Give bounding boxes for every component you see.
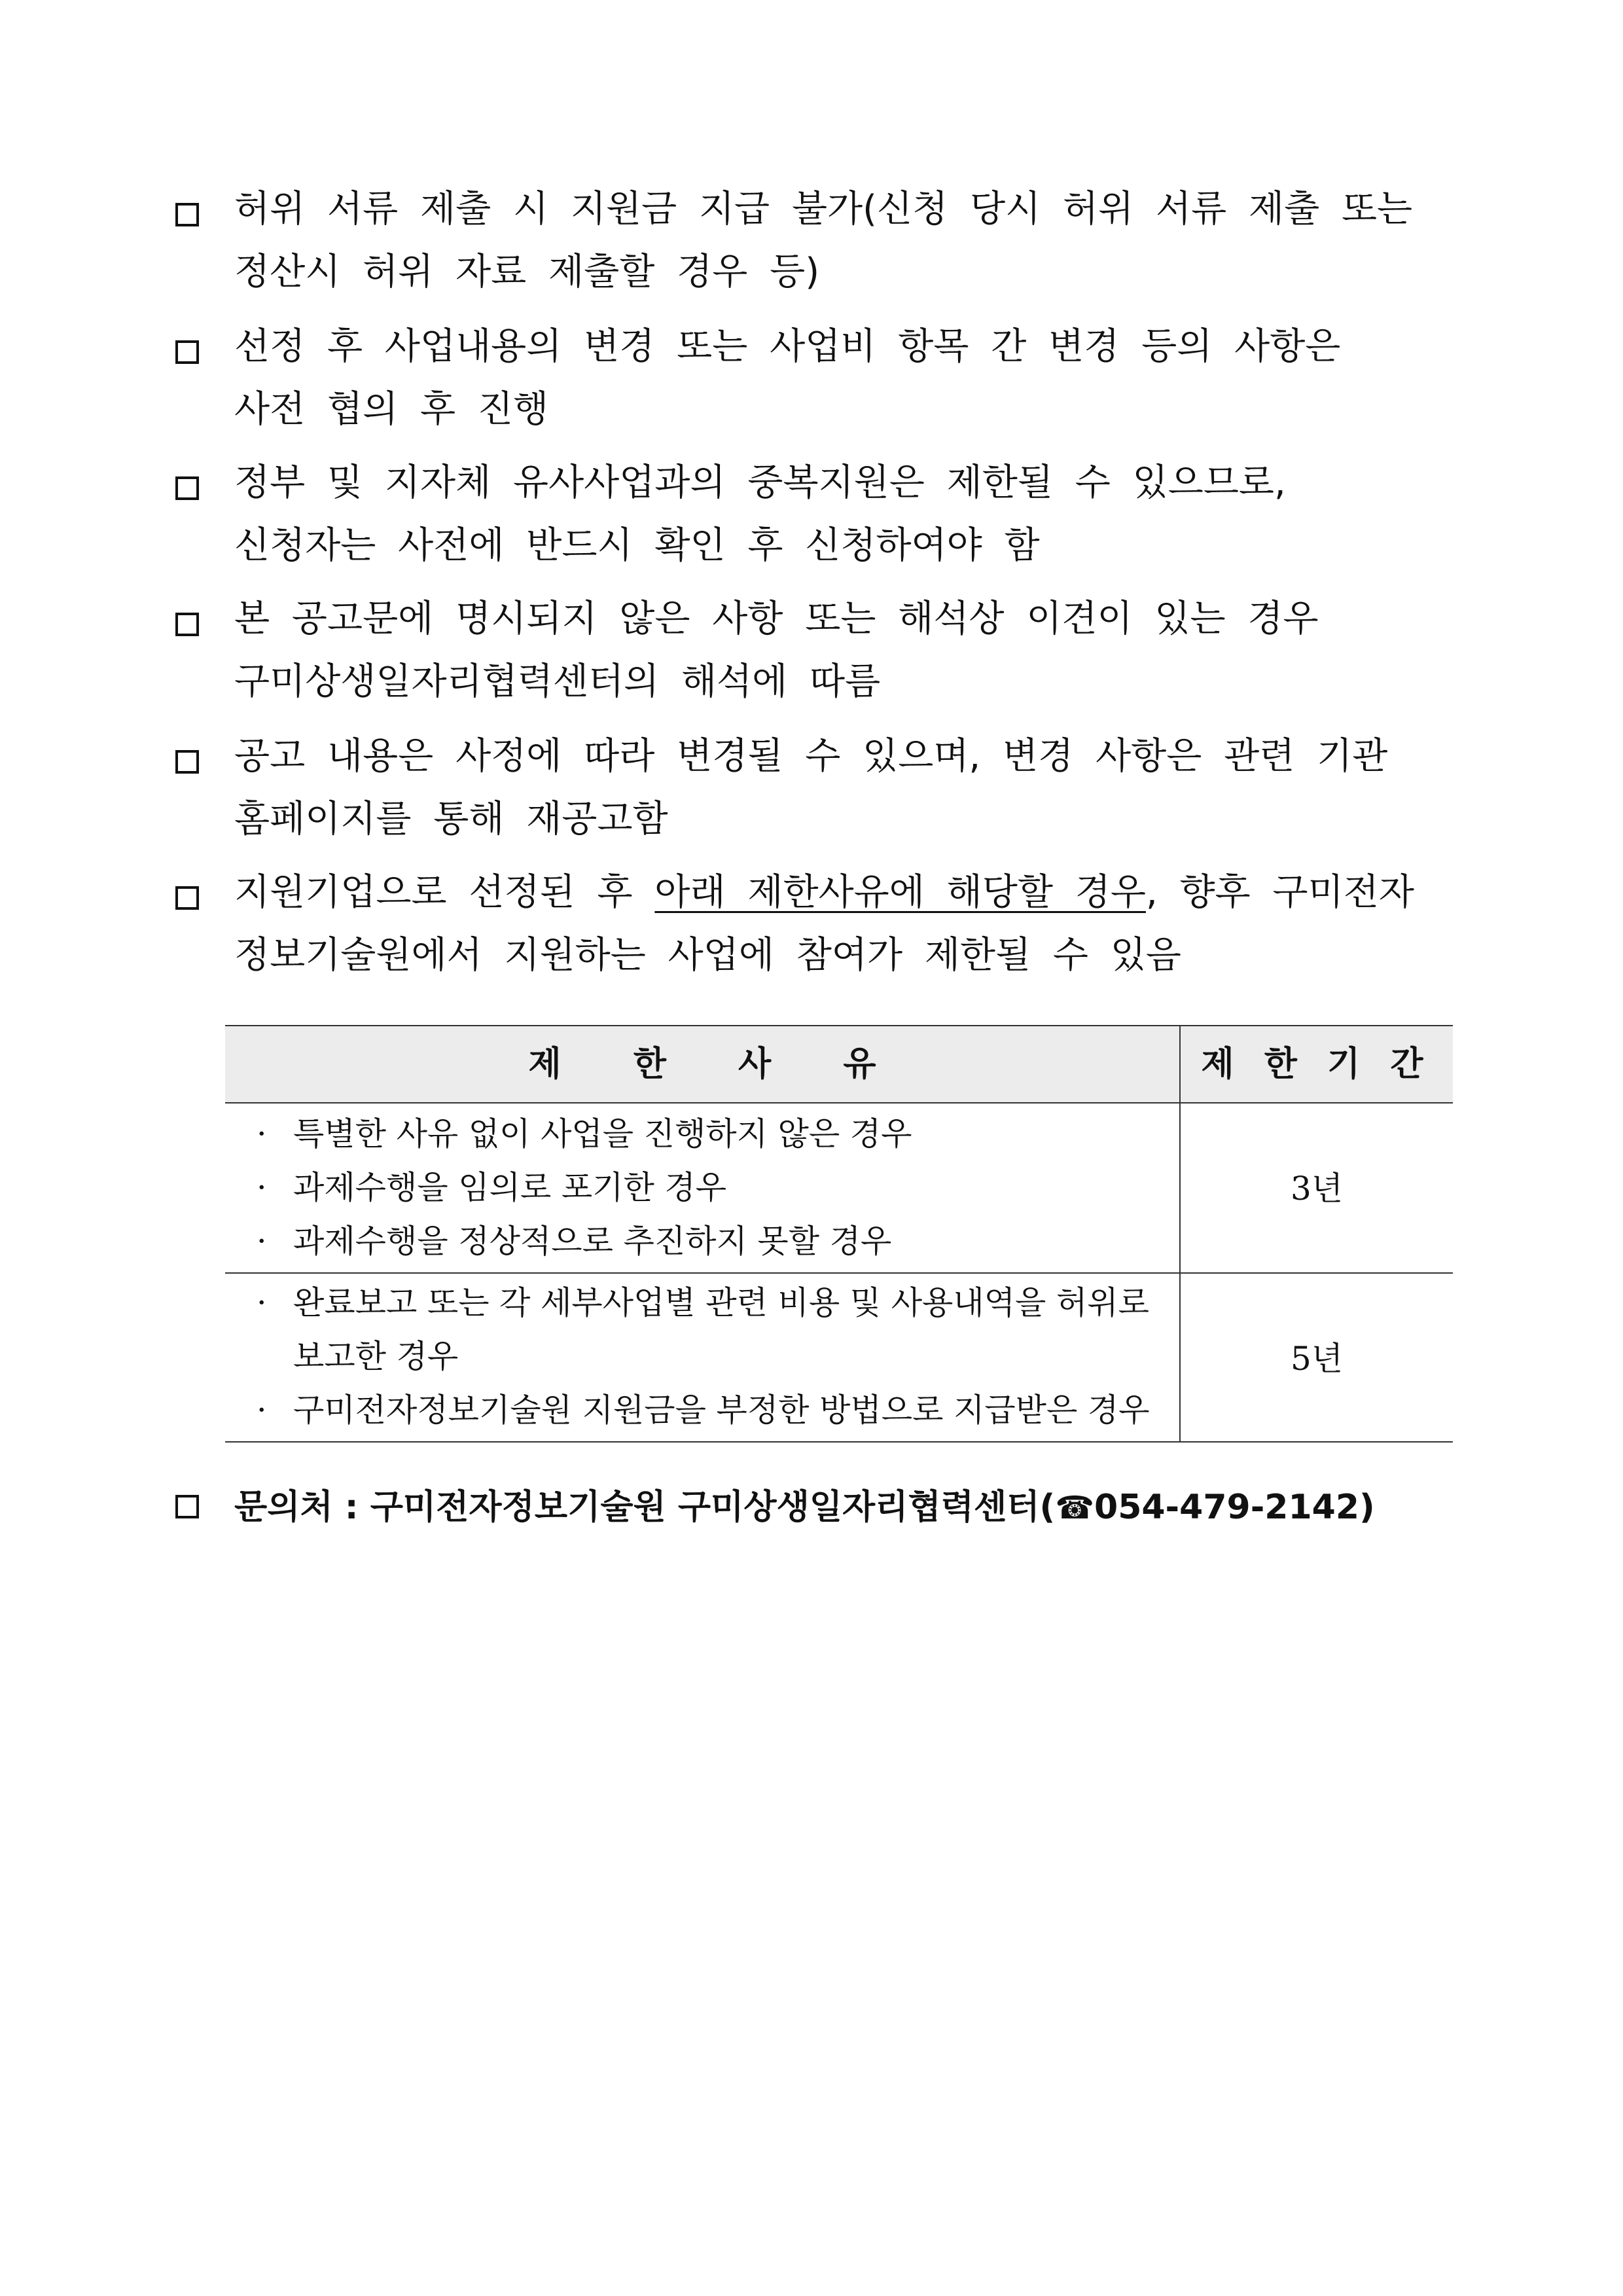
table-row <box>257 1215 891 1268</box>
notice-text-line: 구미상생일자리협력센터의 해석에 따름 <box>234 660 881 703</box>
checkbox-square-icon <box>175 340 199 364</box>
bullet-dot-icon: · <box>257 1391 267 1429</box>
notice-text-line: 정산시 허위 자료 제출할 경우 등) <box>234 251 820 293</box>
notice-text-line: 본 공고문에 명시되지 않은 사항 또는 해석상 이견이 있는 경우 <box>234 598 1319 640</box>
checkbox-square-icon <box>175 613 199 636</box>
phone-icon: ☎ <box>1055 1490 1095 1526</box>
notice-text-line: 사전 협의 후 진행 <box>234 388 549 431</box>
table-row <box>257 1161 726 1215</box>
table-row-rule <box>225 1272 1453 1274</box>
table-row <box>257 1107 912 1161</box>
contact-label: 문의처 : 구미전자정보기술원 구미상생일자리협력센터( <box>234 1488 1056 1527</box>
header-restriction-period: 제 한 기 간 <box>1201 1044 1433 1084</box>
period-value: 5년 <box>1290 1340 1344 1378</box>
bullet-dot-icon: · <box>257 1223 267 1260</box>
contact-text <box>234 1471 1375 1544</box>
notice-text-line <box>234 861 1414 924</box>
checkbox-square-icon <box>175 203 199 226</box>
reason-text: 특별한 사유 없이 사업을 진행하지 않은 경우 <box>293 1115 912 1153</box>
checkbox-square-icon <box>175 886 199 910</box>
reason-text: 과제수행을 정상적으로 추진하지 못할 경우 <box>293 1223 892 1260</box>
reason-text: 구미전자정보기술원 지원금을 부정한 방법으로 지급받은 경우 <box>293 1391 1150 1429</box>
restriction-table <box>225 1025 1453 1443</box>
header-restriction-reason: 제 한 사 유 <box>528 1044 906 1084</box>
notice-text-segment: , 향후 구미전자 <box>1145 871 1414 914</box>
notice-text-line: 정보기술원에서 지원하는 사업에 참여가 제한될 수 있음 <box>234 934 1182 977</box>
bullet-dot-icon: · <box>257 1284 267 1321</box>
notice-text-segment: 지원기업으로 선정된 후 <box>234 871 655 914</box>
table-row <box>257 1384 1150 1437</box>
period-value: 3년 <box>1290 1170 1344 1208</box>
bullet-dot-icon: · <box>257 1169 267 1206</box>
reason-text: 과제수행을 임의로 포기한 경우 <box>293 1169 727 1206</box>
underlined-restriction-text: 아래 제한사유에 해당할 경우 <box>654 871 1146 914</box>
bullet-dot-icon: · <box>257 1115 267 1153</box>
table-bottom-rule <box>225 1441 1453 1443</box>
reason-text-continuation: 보고한 경우 <box>293 1338 459 1375</box>
table-row <box>257 1276 1149 1330</box>
reason-text: 완료보고 또는 각 세부사업별 관련 비용 및 사용내역을 허위로 <box>293 1284 1149 1321</box>
checkbox-square-icon <box>175 750 199 774</box>
notice-text-line: 선정 후 사업내용의 변경 또는 사업비 항목 간 변경 등의 사항은 <box>234 325 1341 368</box>
notice-text-line: 공고 내용은 사정에 따라 변경될 수 있으며, 변경 사항은 관련 기관 <box>234 735 1388 778</box>
checkbox-square-icon <box>175 476 199 500</box>
contact-phone-number: 054-479-2142) <box>1094 1488 1375 1527</box>
checkbox-square-icon <box>175 1495 199 1518</box>
notice-text-line: 정부 및 지자체 유사사업과의 중복지원은 제한될 수 있으므로, <box>234 461 1286 504</box>
notice-text-line: 허위 서류 제출 시 지원금 지급 불가(신청 당시 허위 서류 제출 또는 <box>234 188 1413 230</box>
notice-text-line: 신청자는 사전에 반드시 확인 후 신청하여야 함 <box>234 524 1040 567</box>
notice-text-line: 홈페이지를 통해 재공고함 <box>234 798 668 840</box>
